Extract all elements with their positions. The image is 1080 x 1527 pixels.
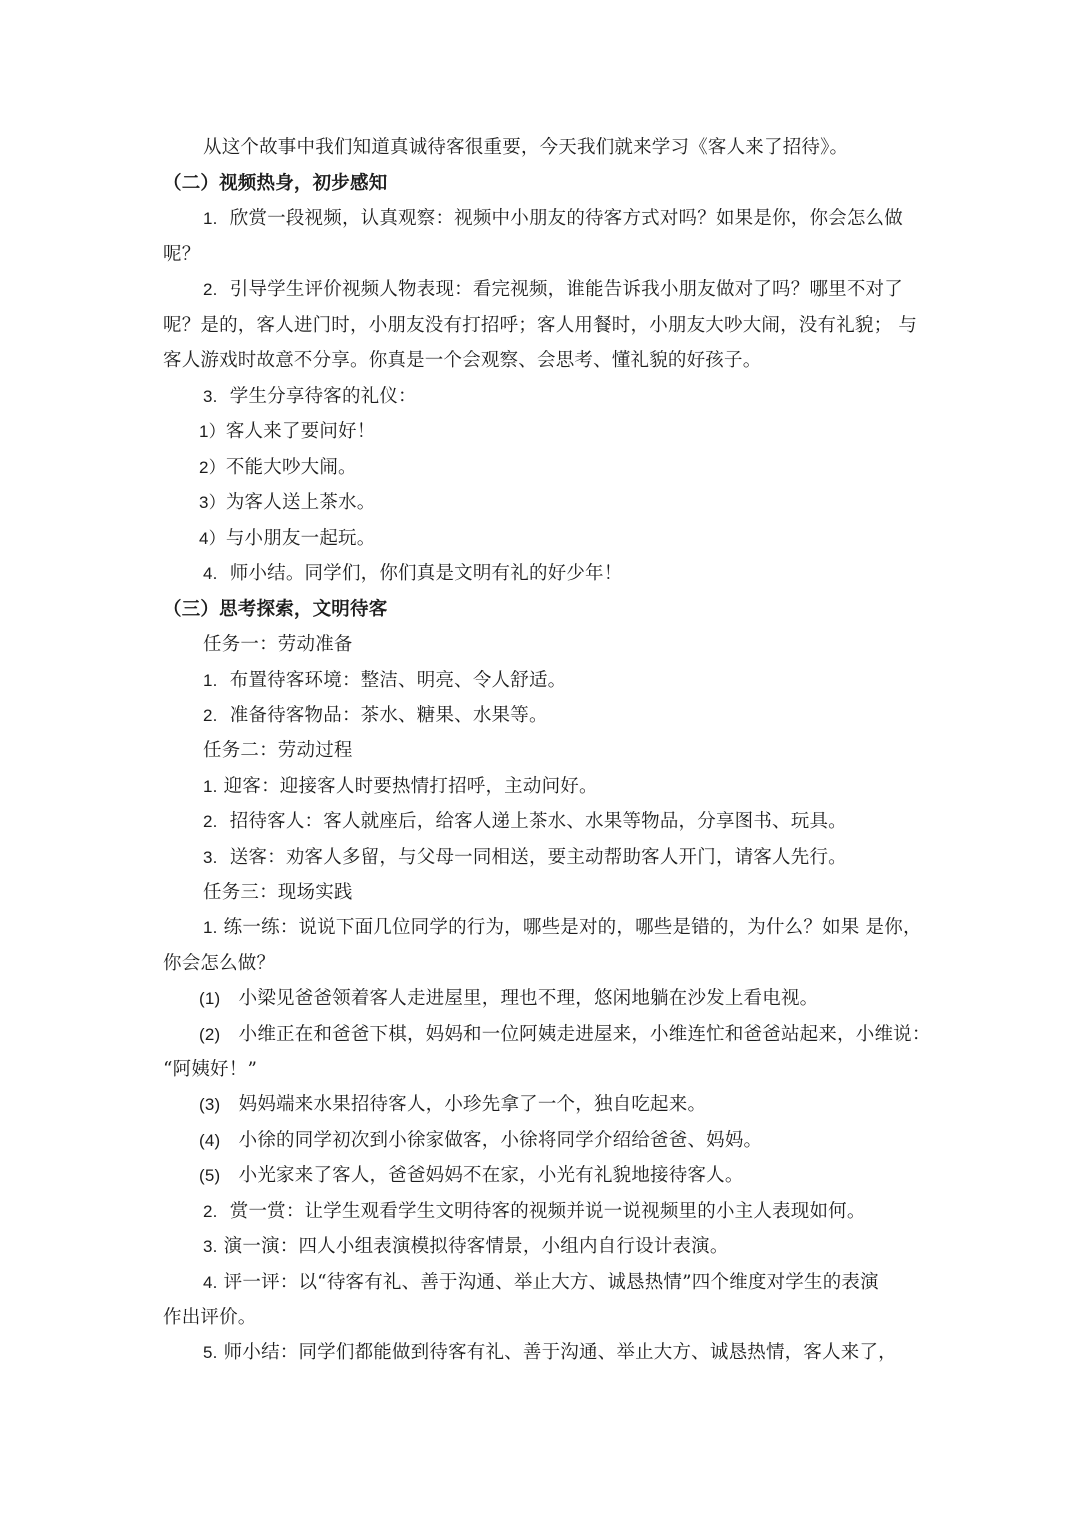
list-item xyxy=(203,1340,897,1366)
case-number: (1) xyxy=(199,989,221,1008)
list-item xyxy=(203,1199,866,1225)
list-item xyxy=(203,1234,729,1260)
case-text: 小徐的同学初次到小徐家做客，小徐将同学介绍给爸爸、妈妈。 xyxy=(238,1130,763,1151)
list-text: 迎客：迎接客人时要热情打招呼，主动问好。 xyxy=(223,776,598,797)
list-text: 师小结：同学们都能做到待客有礼、善于沟通、举止大方、诚恳热情，客人来了， xyxy=(223,1342,897,1363)
list-text: 客人来了要问好！ xyxy=(225,421,376,442)
list-item xyxy=(203,1270,879,1296)
case-text: 妈妈端来水果招待客人，小珍先拿了一个，独自吃起来。 xyxy=(238,1094,707,1115)
list-item xyxy=(203,809,847,835)
list-item-continuation: 呢？是的，客人进门时，小朋友没有打招呼；客人用餐时，小朋友大吵大闹，没有礼貌； 与 xyxy=(163,315,918,336)
list-item xyxy=(199,419,375,445)
list-text: 评一评：以“待客有礼、善于沟通、举止大方、诚恳热情”四个维度对学生的表演 xyxy=(223,1272,879,1293)
list-item-continuation: 呢？ xyxy=(163,244,201,265)
list-number: 5. xyxy=(203,1343,218,1362)
list-text: 不能大吵大闹。 xyxy=(225,457,357,478)
list-item xyxy=(203,384,417,410)
case-item xyxy=(199,986,818,1012)
list-number: 2. xyxy=(203,280,218,299)
case-text: 小光家来了客人，爸爸妈妈不在家，小光有礼貌地接待客人。 xyxy=(238,1165,744,1186)
list-text: 学生分享待客的礼仪： xyxy=(229,386,417,407)
list-number: 1. xyxy=(203,209,218,228)
list-item xyxy=(203,845,847,871)
list-number: 3. xyxy=(203,387,218,406)
case-item xyxy=(199,1128,762,1154)
list-text: 师小结。同学们，你们真是文明有礼的好少年！ xyxy=(229,563,623,584)
list-item xyxy=(199,455,357,481)
list-item xyxy=(199,490,375,516)
case-item xyxy=(199,1022,931,1048)
case-number: (2) xyxy=(199,1025,221,1044)
list-text: 练一练：说说下面几位同学的行为，哪些是对的，哪些是错的，为什么？如果 是你， xyxy=(223,917,922,938)
section-heading: （三）思考探索，文明待客 xyxy=(163,599,388,620)
case-number: (4) xyxy=(199,1131,221,1150)
list-number: 3. xyxy=(203,848,218,867)
list-text: 布置待客环境：整洁、明亮、令人舒适。 xyxy=(229,670,567,691)
intro-paragraph: 从这个故事中我们知道真诚待客很重要，今天我们就来学习《客人来了招待》。 xyxy=(203,137,849,158)
list-item-continuation: 作出评价。 xyxy=(163,1307,257,1328)
task-title: 任务三：现场实践 xyxy=(203,882,353,903)
list-text: 与小朋友一起玩。 xyxy=(225,528,376,549)
list-item xyxy=(203,561,622,587)
list-text: 为客人送上茶水。 xyxy=(225,492,376,513)
list-number: 2） xyxy=(199,458,226,477)
list-text: 送客：劝客人多留，与父母一同相送，要主动帮助客人开门，请客人先行。 xyxy=(229,847,847,868)
list-number: 1. xyxy=(203,777,218,796)
case-text: 小维正在和爸爸下棋，妈妈和一位阿姨走进屋来，小维连忙和爸爸站起来，小维说： xyxy=(238,1024,931,1045)
list-text: 准备待客物品：茶水、糖果、水果等。 xyxy=(229,705,548,726)
list-text: 赏一赏：让学生观看学生文明待客的视频并说一说视频里的小主人表现如何。 xyxy=(229,1201,866,1222)
list-number: 4） xyxy=(199,529,226,548)
case-item-continuation: “阿姨好！” xyxy=(163,1059,258,1080)
list-number: 3） xyxy=(199,493,226,512)
list-number: 1） xyxy=(199,422,226,441)
list-text: 招待客人：客人就座后，给客人递上茶水、水果等物品，分享图书、玩具。 xyxy=(229,811,847,832)
list-number: 1. xyxy=(203,918,218,937)
list-item xyxy=(199,526,375,552)
task-title: 任务二：劳动过程 xyxy=(203,740,353,761)
list-text: 欣赏一段视频，认真观察：视频中小朋友的待客方式对吗？如果是你，你会怎么做 xyxy=(229,208,903,229)
section-heading: （二）视频热身，初步感知 xyxy=(163,173,388,194)
list-item-continuation: 你会怎么做？ xyxy=(163,953,276,974)
list-item xyxy=(203,668,566,694)
case-item xyxy=(199,1163,744,1189)
list-number: 4. xyxy=(203,1273,218,1292)
list-item xyxy=(203,703,548,729)
list-number: 1. xyxy=(203,671,218,690)
list-number: 2. xyxy=(203,1202,218,1221)
case-text: 小梁见爸爸领着客人走进屋里，理也不理，悠闲地躺在沙发上看电视。 xyxy=(238,988,819,1009)
list-item-continuation: 客人游戏时故意不分享。你真是一个会观察、会思考、懂礼貌的好孩子。 xyxy=(163,350,762,371)
case-item xyxy=(199,1092,706,1118)
list-item xyxy=(203,774,598,800)
list-item xyxy=(203,206,903,232)
case-number: (3) xyxy=(199,1095,221,1114)
list-item xyxy=(203,277,903,303)
list-item xyxy=(203,915,922,941)
case-number: (5) xyxy=(199,1166,221,1185)
list-text: 引导学生评价视频人物表现：看完视频，谁能告诉我小朋友做对了吗？哪里不对了 xyxy=(229,279,903,300)
list-number: 4. xyxy=(203,564,218,583)
list-number: 2. xyxy=(203,706,218,725)
task-title: 任务一：劳动准备 xyxy=(203,634,353,655)
list-text: 演一演：四人小组表演模拟待客情景，小组内自行设计表演。 xyxy=(223,1236,729,1257)
list-number: 2. xyxy=(203,812,218,831)
list-number: 3. xyxy=(203,1237,218,1256)
